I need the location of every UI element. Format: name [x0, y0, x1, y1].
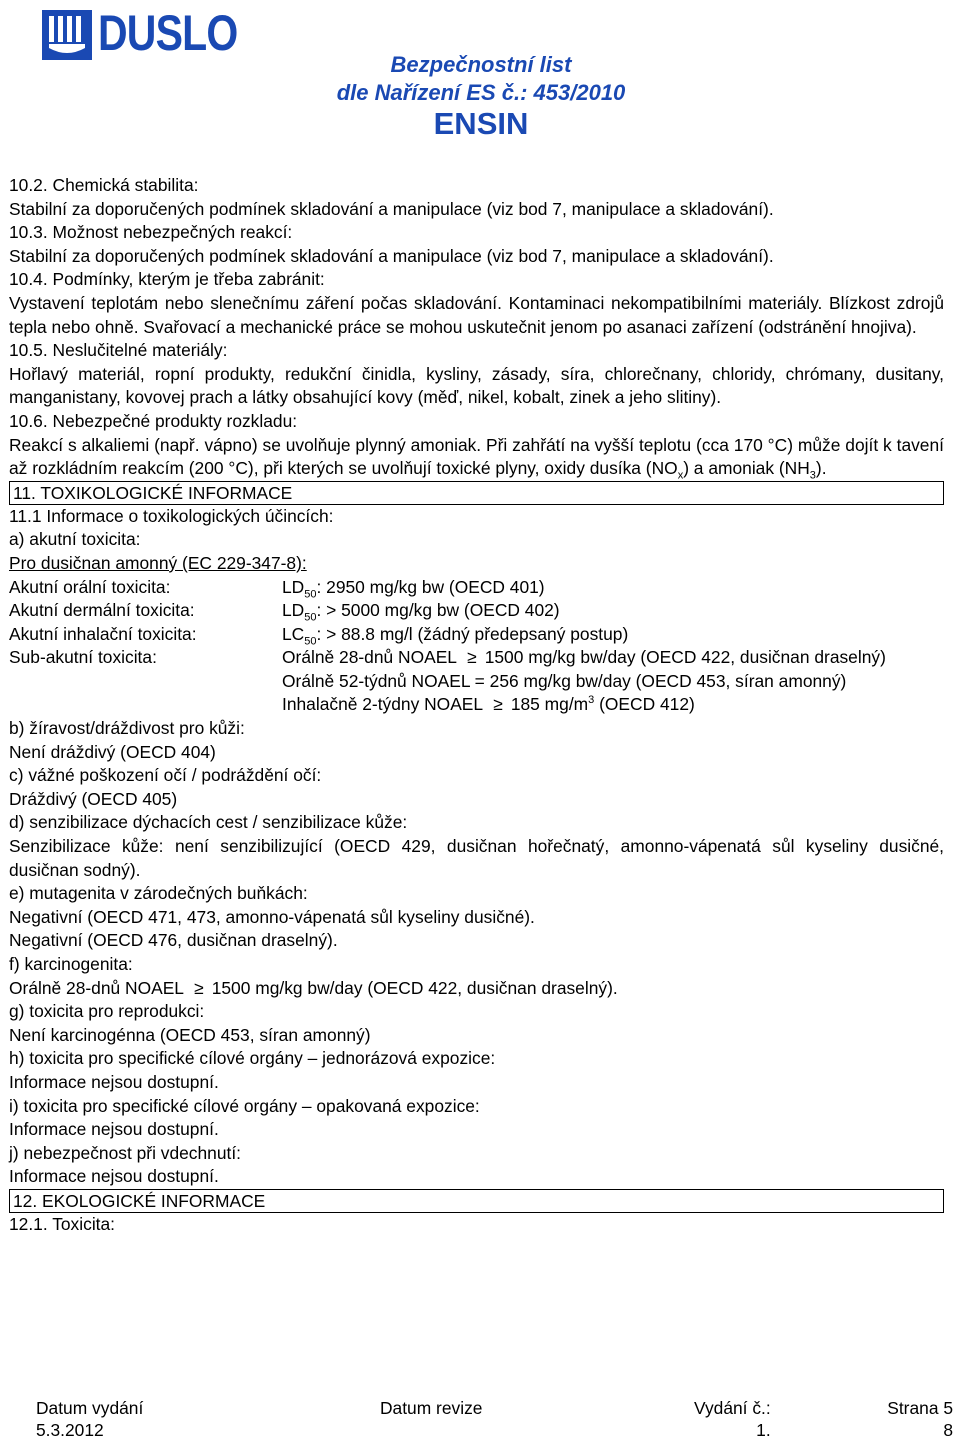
- issue-date-label: Datum vydání: [36, 1398, 144, 1418]
- stot-single-title: h) toxicita pro specifické cílové orgány – jednorázová expozice:: [9, 1048, 496, 1069]
- logo-wordmark: DUSLO: [98, 5, 238, 61]
- section-10-2-text: Stabilní za doporučených podmínek skladování a manipulace (viz bod 7, manipulace a skladování).: [9, 198, 774, 219]
- edition-label: Vydání č.:: [694, 1398, 771, 1418]
- duslo-logo: [42, 5, 252, 62]
- document-title: Bezpečnostní list: [390, 52, 572, 77]
- product-name: ENSIN: [433, 106, 529, 141]
- section-12-heading: 12. EKOLOGICKÉ INFORMACE: [9, 1189, 944, 1213]
- mutagenicity-text-1: Negativní (OECD 471, 473, amonno-vápenatá sůl kyseliny dusičné).: [9, 906, 535, 927]
- revision-date-label: Datum revize: [380, 1398, 483, 1418]
- aspiration-hazard-text: Informace nejsou dostupní.: [9, 1166, 219, 1187]
- sensitisation-title: d) senzibilizace dýchacích cest / senzibilizace kůže:: [9, 812, 408, 833]
- mutagenicity-text-2: Negativní (OECD 476, dusičnan draselný).: [9, 930, 338, 951]
- section-10-4-text: Vystavení teplotám nebo slenečnímu záření počas skladování. Kontaminaci nekompatibilními materiály. Blízkost zdrojů tepla nebo ohně. Svařovací a mechanické práce se mohou uskutečnit jenom po asanaci zařízení (odstránění hnojiva).: [9, 292, 944, 337]
- reproductive-toxicity-title: g) toxicita pro reprodukci:: [9, 1001, 205, 1022]
- reproductive-toxicity-text: Není karcinogénna (OECD 453, síran amonný): [9, 1024, 371, 1045]
- section-10-5-text: Hořlavý materiál, ropní produkty, redukční činidla, kysliny, zásady, síra, chlorečnany, chloridy, chrómany, dusitany, manganistany, kovovej prach a látky obsahující kovy (měď, nikel, kobalt, zinek a jeho slitiny).: [9, 363, 944, 408]
- eye-damage-text: Dráždivý (OECD 405): [9, 788, 178, 809]
- carcinogenicity-title: f) karcinogenita:: [9, 954, 133, 974]
- tox-row-oral: [9, 576, 944, 600]
- section-10-4-title: 10.4. Podmínky, kterým je třeba zabránit:: [9, 269, 325, 290]
- tox-value: $LD_{50}$: 2950 mg/kg bw (OECD 401): [282, 576, 545, 600]
- regulation-reference: dle Nařízení ES č.: 453/2010: [336, 80, 626, 105]
- section-10-3-text: Stabilní za doporučených podmínek skladování a manipulace (viz bod 7, manipulace a skladování).: [9, 245, 774, 266]
- mutagenicity-title: e) mutagenita v zárodečných buňkách:: [9, 883, 308, 904]
- tox-label: Akutní dermální toxicita:: [9, 600, 195, 621]
- sensitisation-text: Senzibilizace kůže: není senzibilizující (OECD 429, dusičnan hořečnatý, amonno-vápenatá sůl kyseliny dusičné, dusičnan sodný).: [9, 836, 944, 880]
- skin-corrosion-text: Není dráždivý (OECD 404): [9, 741, 216, 762]
- tox-label: Akutní orální toxicita:: [9, 576, 171, 597]
- stot-single-text: Informace nejsou dostupní.: [9, 1071, 219, 1092]
- tox-row-subacute: [9, 646, 944, 717]
- footer-page: [881, 1397, 953, 1441]
- substance-label: Pro dusičnan amonný (EC 229-347-8):: [9, 552, 307, 573]
- issue-date-value: 5.3.2012: [36, 1420, 104, 1440]
- tox-value: $LC_{50}$: > 88.8 mg/l (žádný předepsaný postup): [282, 623, 629, 648]
- section-10-6-text: Reakcí s alkaliemi (např. vápno) se uvolňuje plynný amoniak. Při zahřátí na vyšší teplotu (cca 170 °C) může dojít k tavení až rozkládním reakcím (200 °C), při kterých se uvolňují toxické plyny, oxidy dusíka $(NO_x)$ a amoniak $(NH_3)$.: [9, 434, 944, 482]
- section-12-1-title: 12.1. Toxicita:: [9, 1213, 116, 1234]
- carcinogenicity-text: Orálně 28-dnů NOAEL ≥ 1500 mg/kg bw/day (OECD 422, dusičnan draselný).: [9, 977, 618, 998]
- section-10-2-title: 10.2. Chemická stabilita:: [9, 175, 199, 195]
- duslo-emblem-icon: [42, 10, 92, 60]
- page-number-label: Strana 5: [887, 1398, 953, 1418]
- section-10-6-title: 10.6. Nebezpečné produkty rozkladu:: [9, 410, 298, 431]
- stot-repeated-title: i) toxicita pro specifické cílové orgány – opakovaná expozice:: [9, 1095, 480, 1116]
- section-11-1-title: 11.1 Informace o toxikologických účincích:: [9, 505, 334, 526]
- section-10-3-title: 10.3. Možnost nebezpečných reakcí:: [9, 222, 293, 243]
- section-10-5-title: 10.5. Neslučitelné materiály:: [9, 340, 228, 361]
- subacute-value-2: Orálně 52-týdnů NOAEL = 256 mg/kg bw/day (OECD 453, síran amonný): [282, 670, 847, 691]
- subacute-value-3: Inhalačně 2-týdny NOAEL ≥ 185 $mg/m^3$ (OECD 412): [282, 694, 695, 715]
- subacute-value-1: Orálně 28-dnů NOAEL ≥ 1500 mg/kg bw/day (OECD 422, dusičnan draselný): [282, 647, 886, 668]
- footer-issue-date: [36, 1397, 143, 1441]
- footer-revision: [380, 1397, 482, 1419]
- tox-label: Akutní inhalační toxicita:: [9, 623, 197, 644]
- acute-toxicity-title: a) akutní toxicita:: [9, 529, 141, 550]
- edition-value: 1.: [756, 1420, 771, 1440]
- footer-edition: [694, 1397, 771, 1441]
- aspiration-hazard-title: j) nebezpečnost při vdechnutí:: [9, 1142, 242, 1163]
- eye-damage-title: c) vážné poškození očí / podráždění očí:: [9, 765, 322, 786]
- skin-corrosion-title: b) žíravost/dráždivost pro kůži:: [9, 718, 245, 739]
- page-total: 8: [943, 1420, 953, 1440]
- stot-repeated-text: Informace nejsou dostupní.: [9, 1119, 219, 1140]
- tox-row-dermal: [9, 599, 944, 623]
- tox-label: Sub-akutní toxicita:: [9, 647, 157, 668]
- document-body: [9, 174, 944, 1237]
- section-11-heading: 11. TOXIKOLOGICKÉ INFORMACE: [9, 481, 944, 505]
- tox-row-inhalation: [9, 623, 944, 647]
- tox-value: $LD_{50}$: > 5000 mg/kg bw (OECD 402): [282, 600, 560, 624]
